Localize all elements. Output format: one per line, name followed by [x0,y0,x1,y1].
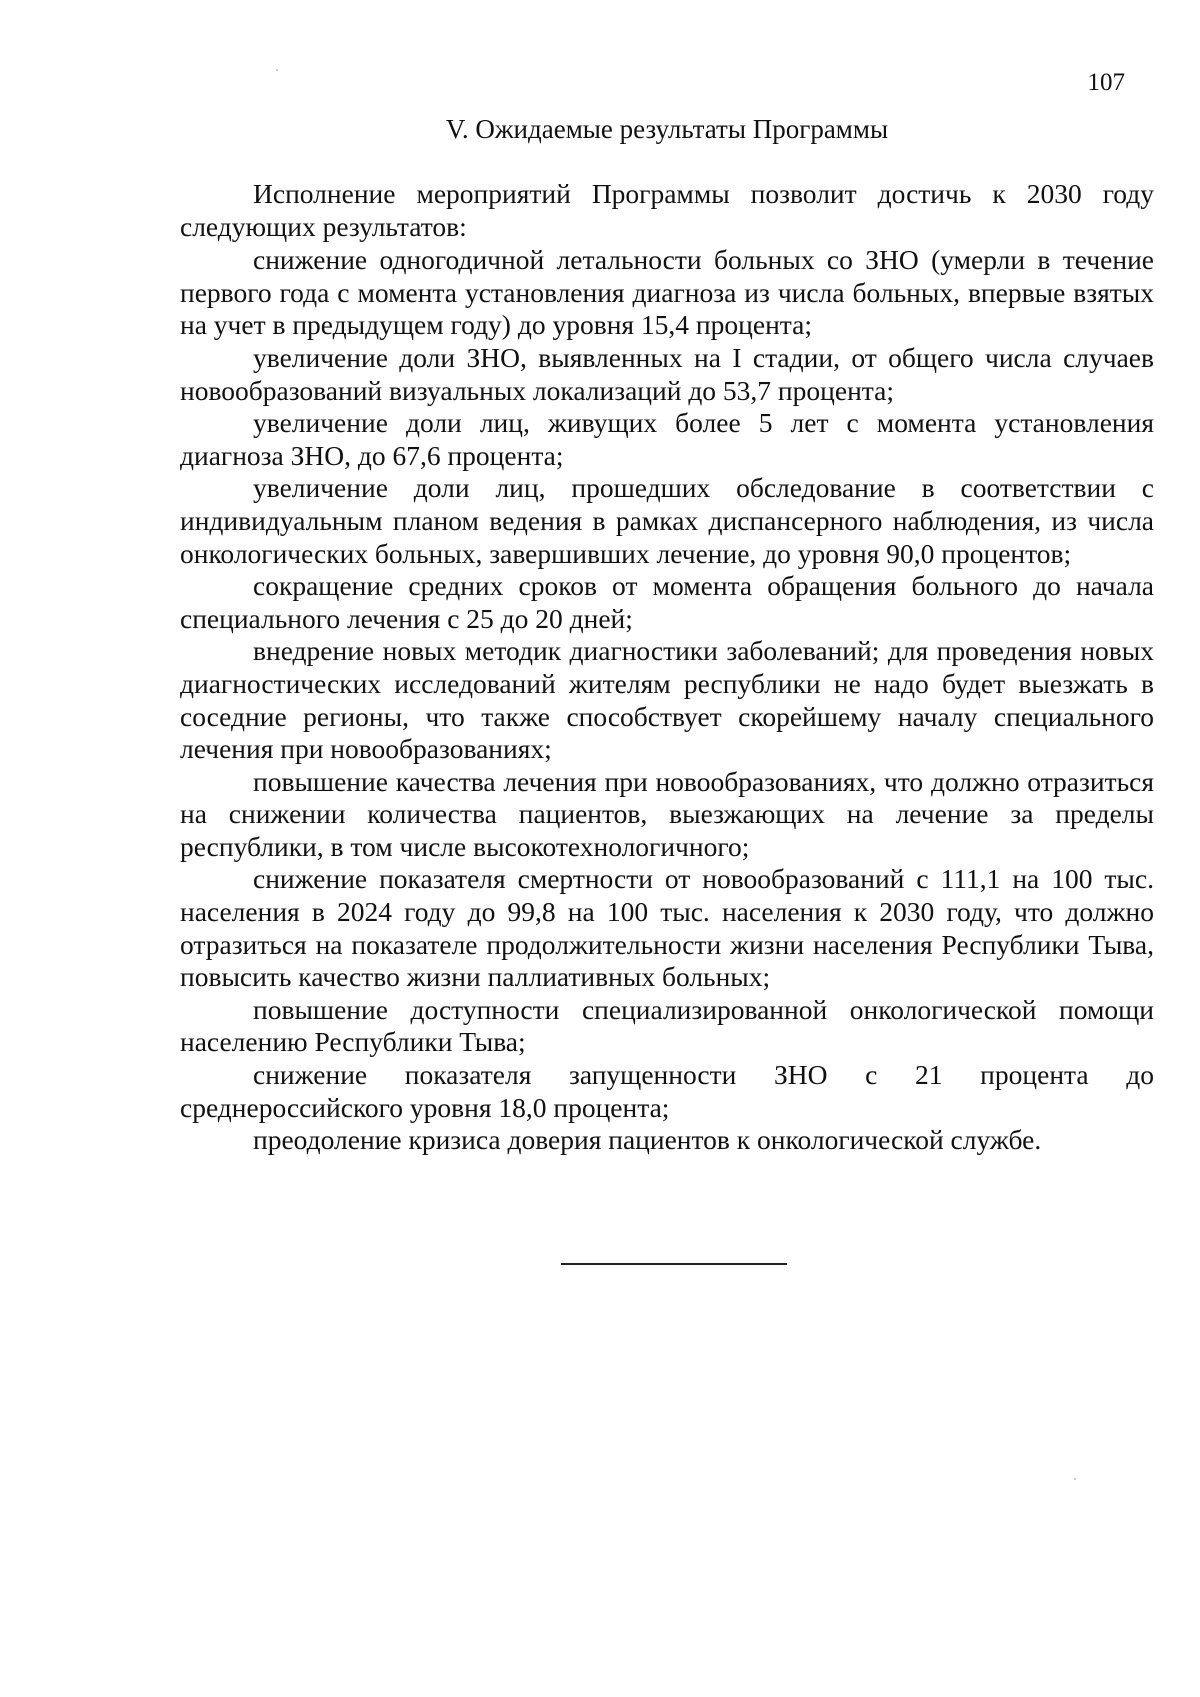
intro-paragraph: Исполнение мероприятий Программы позволит достичь к 2030 году следующих результатов: [180,178,1154,242]
result-item: сокращение средних сроков от момента обращения больного до начала специального лечения с 25 до 20 дней; [180,570,1154,634]
result-item: снижение одногодичной летальности больных со ЗНО (умерли в течение первого года с момента установления диагноза из числа больных, впервые взятых на учет в предыдущем году) до уровня 15,4 процента; [180,244,1154,341]
page-number: 107 [1087,69,1125,96]
result-item: повышение доступности специализированной онкологической помощи населению Республики Тыва; [180,993,1154,1058]
section-title: V. Ожидаемые результаты Программы [445,114,889,144]
result-item: увеличение доли лиц, прошедших обследование в соответствии с индивидуальным планом ведения в рамках диспансерного наблюдения, из числа онкологических больных, завершивших лечение, до уровня 90,0 процентов; [180,472,1154,569]
result-item: преодоление кризиса доверия пациентов к онкологической службе. [253,1124,1042,1156]
result-item: снижение показателя запущенности ЗНО с 21 процента до среднероссийского уровня 18,0 процента; [180,1059,1154,1123]
scan-speck [276,69,278,71]
result-item: снижение показателя смертности от новообразований с 111,1 на 100 тыс. населения в 2024 году до 99,8 на 100 тыс. населения к 2030 году, что должно отразиться на показателе продолжительности жизни населения Республики Тыва, повысить качество жизни паллиативных больных; [180,863,1154,993]
result-item: повышение качества лечения при новообразованиях, что должно отразиться на снижении количества пациентов, выезжающих на лечение за пределы республики, в том числе высокотехнологичного; [180,765,1154,862]
result-item: увеличение доли ЗНО, выявленных на I стадии, от общего числа случаев новообразований визуальных локализаций до 53,7 процента; [180,341,1154,406]
end-of-section-rule [561,1263,787,1265]
result-item: увеличение доли лиц, живущих более 5 лет с момента установления диагноза ЗНО, до 67,6 процента; [180,407,1154,471]
result-item: внедрение новых методик диагностики заболеваний; для проведения новых диагностических исследований жителям республики не надо будет выезжать в соседние регионы, что также способствует скорейшему началу специального лечения при новообразованиях; [180,635,1154,765]
section-body [180,178,1154,1157]
scan-speck [1074,1478,1076,1480]
